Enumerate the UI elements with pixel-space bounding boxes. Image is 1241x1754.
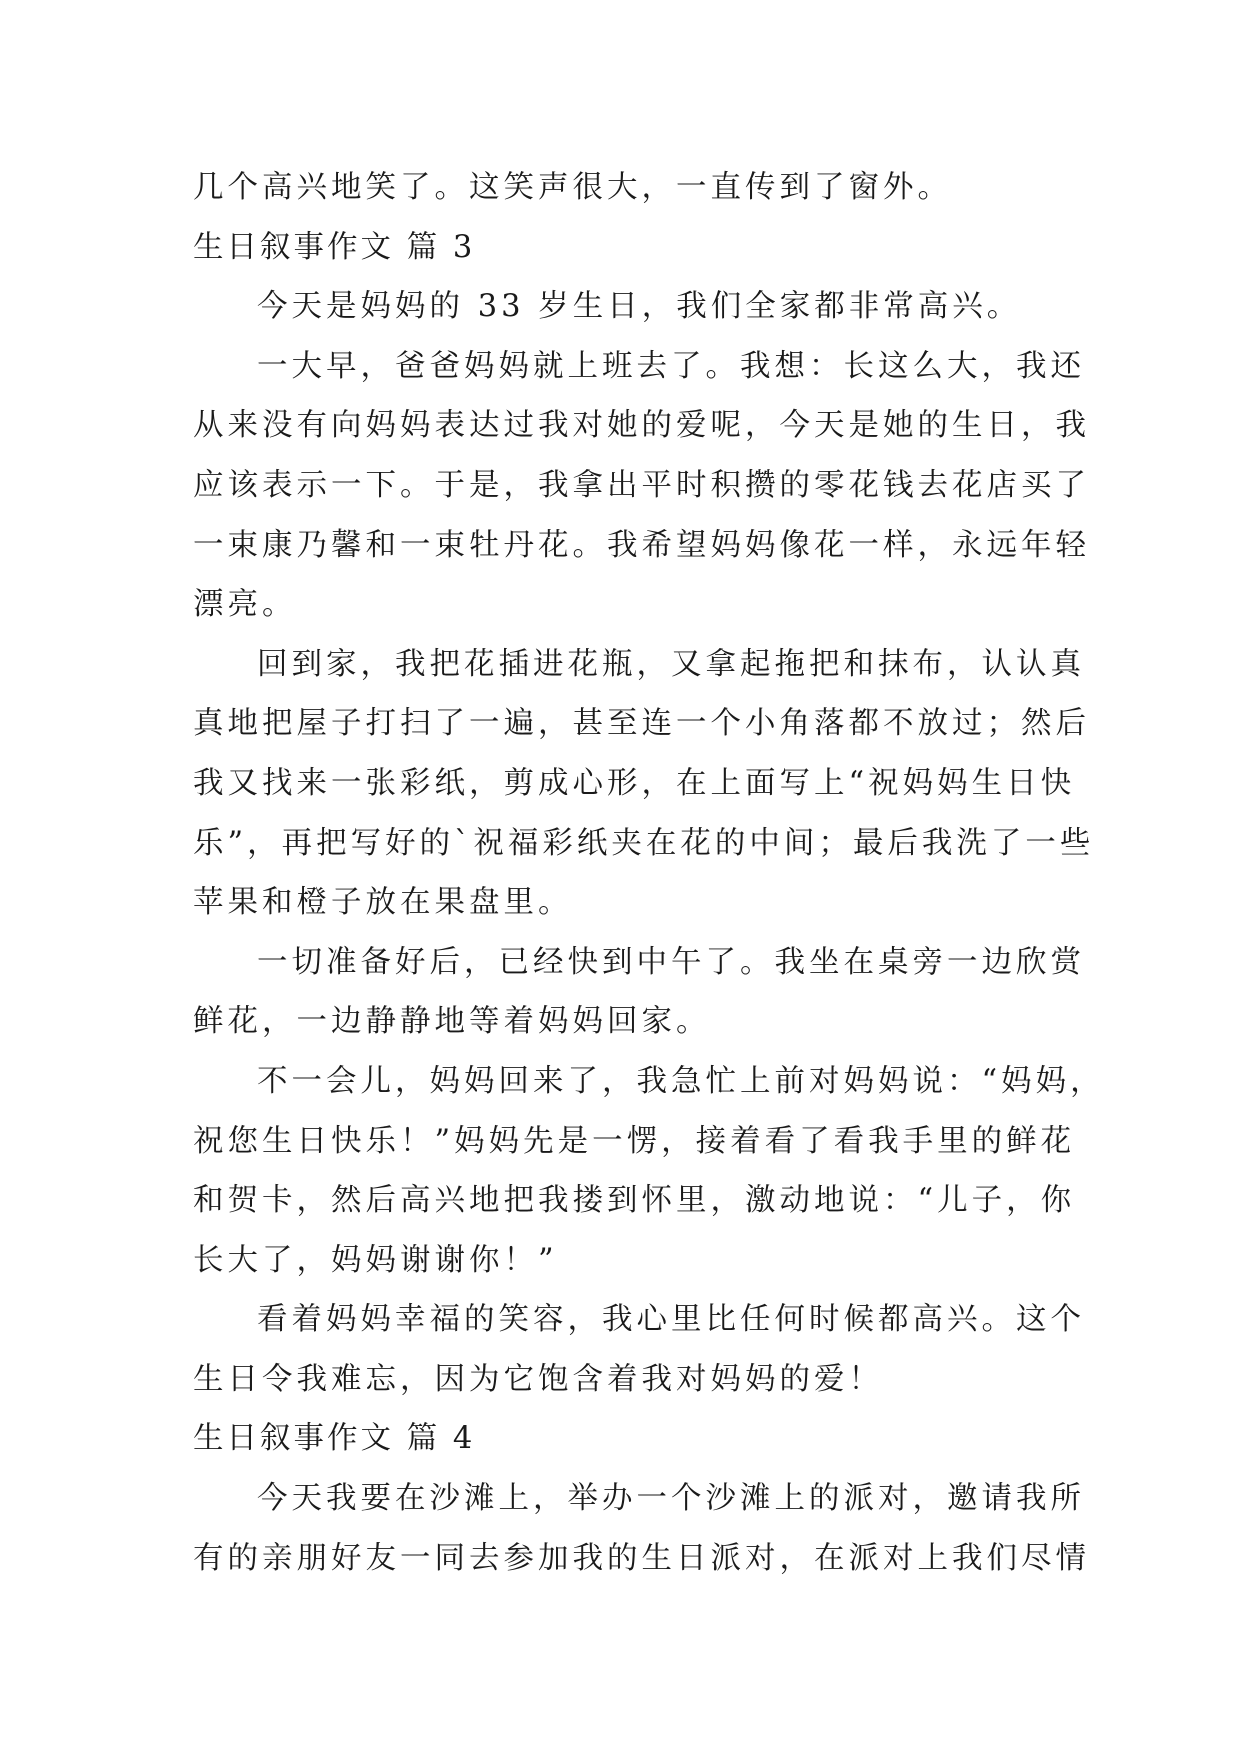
section-heading-3: 生日叙事作文 篇 3 xyxy=(193,229,476,265)
text-line: 真地把屋子打扫了一遍，甚至连一个小角落都不放过；然后 xyxy=(193,706,1090,742)
text-line: 漂亮。 xyxy=(193,587,297,623)
text-line: 看着妈妈幸福的笑容，我心里比任何时候都高兴。这个 xyxy=(257,1302,1085,1338)
text-line: 我又找来一张彩纸，剪成心形，在上面写上“祝妈妈生日快 xyxy=(193,765,1076,801)
text-line: 今天是妈妈的 33 岁生日，我们全家都非常高兴。 xyxy=(257,289,1022,325)
document-body xyxy=(193,158,1105,1588)
text-line: 祝您生日快乐！”妈妈先是一愣，接着看了看我手里的鲜花 xyxy=(193,1123,1076,1159)
text-line: 几个高兴地笑了。这笑声很大，一直传到了窗外。 xyxy=(193,170,952,205)
section-heading-4: 生日叙事作文 篇 4 xyxy=(193,1421,476,1457)
text-line: 从来没有向妈妈表达过我对她的爱呢，今天是她的生日，我 xyxy=(193,408,1090,444)
text-line: 长大了，妈妈谢谢你！” xyxy=(193,1242,558,1278)
text-line: 不一会儿，妈妈回来了，我急忙上前对妈妈说：“妈妈， xyxy=(257,1063,1105,1099)
text-line: 苹果和橙子放在果盘里。 xyxy=(193,885,573,921)
text-line: 一大早，爸爸妈妈就上班去了。我想：长这么大，我还 xyxy=(257,348,1085,384)
text-line: 一切准备好后，已经快到中午了。我坐在桌旁一边欣赏 xyxy=(257,944,1085,980)
text-line: 有的亲朋好友一同去参加我的生日派对，在派对上我们尽情 xyxy=(193,1540,1090,1576)
text-line: 和贺卡，然后高兴地把我搂到怀里，激动地说：“儿子，你 xyxy=(193,1183,1076,1219)
text-line: 鲜花，一边静静地等着妈妈回家。 xyxy=(193,1004,711,1040)
text-line: 生日令我难忘，因为它饱含着我对妈妈的爱！ xyxy=(193,1361,883,1397)
text-line: 乐”，再把写好的`祝福彩纸夹在花的中间；最后我洗了一些 xyxy=(193,825,1095,861)
text-line: 今天我要在沙滩上，举办一个沙滩上的派对，邀请我所 xyxy=(257,1481,1085,1517)
text-line: 一束康乃馨和一束牡丹花。我希望妈妈像花一样，永远年轻 xyxy=(193,527,1090,563)
text-line: 回到家，我把花插进花瓶，又拿起拖把和抹布，认认真 xyxy=(257,646,1085,682)
text-line: 应该表示一下。于是，我拿出平时积攒的零花钱去花店买了 xyxy=(193,467,1090,503)
